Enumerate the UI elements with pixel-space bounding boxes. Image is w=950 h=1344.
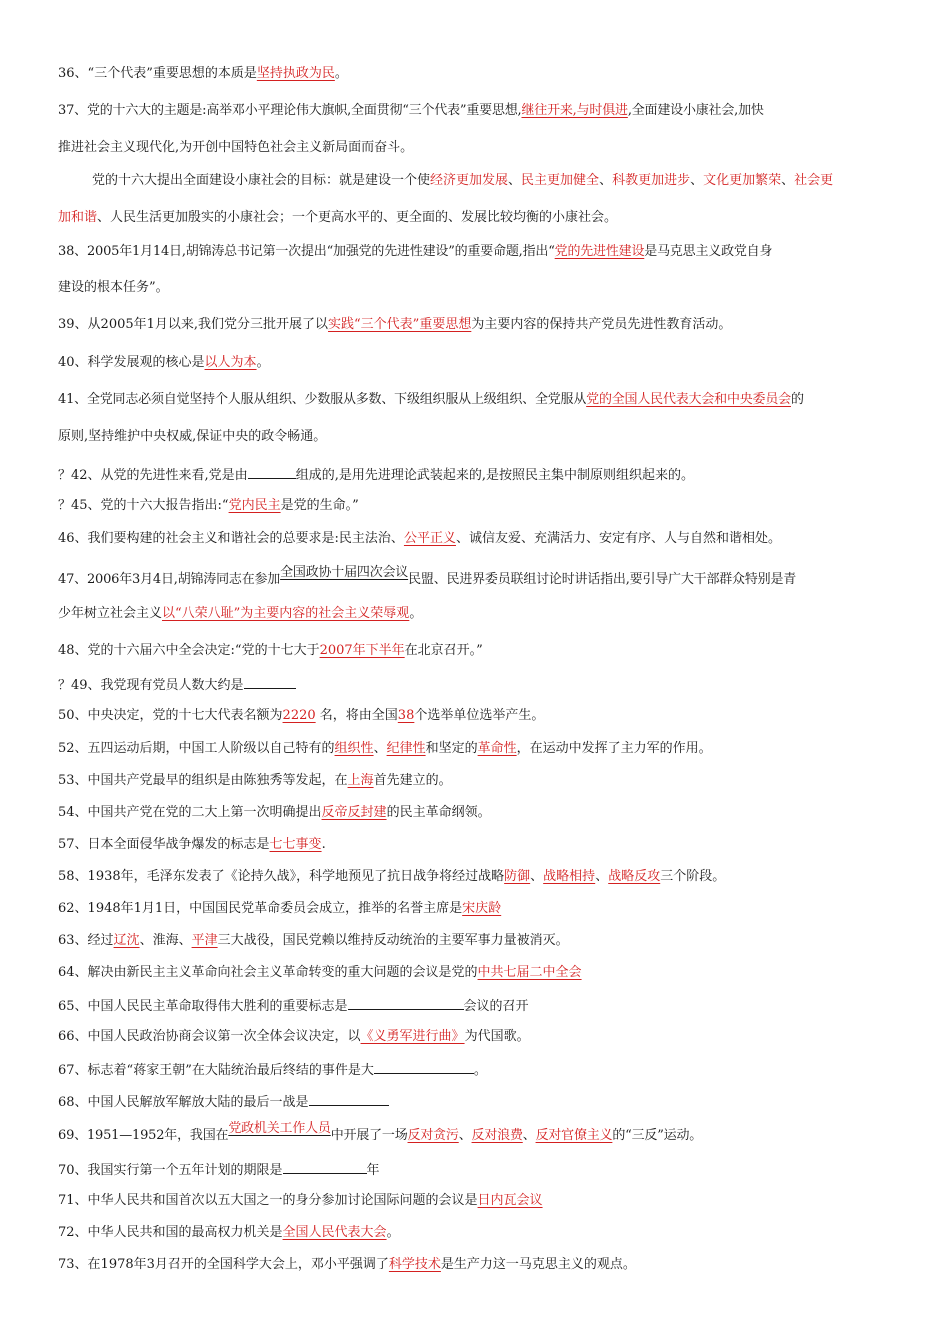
answer: 反帝反封建 bbox=[321, 805, 387, 820]
answer: 辽沈 bbox=[113, 933, 140, 948]
question-69: 69、1951—1952年，我国在党政机关工作人员中开展了一场反对贪污、反对浪费、反对官僚主义的“三反”运动。 bbox=[58, 1121, 703, 1143]
question-38-cont: 建设的根本任务”。 bbox=[58, 280, 169, 295]
answer: 中共七届二中全会 bbox=[477, 965, 582, 980]
question-46: 46、我们要构建的社会主义和谐社会的总要求是:民主法治、公平正义、诚信友爱、充满活力、安定有序、人与自然和谐相处。 bbox=[58, 531, 781, 546]
question-47-cont: 少年树立社会主义以“八荣八耻”为主要内容的社会主义荣辱观。 bbox=[58, 606, 423, 621]
blank bbox=[374, 1060, 474, 1074]
answer: 38 bbox=[397, 708, 415, 723]
xiaokang-goal-cont: 加和谐、人民生活更加殷实的小康社会；一个更高水平的、更全面的、发展比较均衡的小康社会。 bbox=[58, 210, 618, 225]
question-64: 64、解决由新民主主义革命向社会主义革命转变的重大问题的会议是党的中共七届二中全会 bbox=[58, 965, 582, 980]
answer: 实践“三个代表”重要思想 bbox=[328, 317, 472, 332]
answer: 上海 bbox=[347, 773, 374, 788]
answer: 反对浪费 bbox=[471, 1128, 523, 1143]
answer: 战略相持 bbox=[543, 869, 596, 884]
answer: 党的先进性建设 bbox=[554, 244, 645, 259]
answer: 以人为本 bbox=[204, 355, 257, 370]
question-37-cont: 推进社会主义现代化,为开创中国特色社会主义新局面而奋斗。 bbox=[58, 140, 414, 155]
question-41: 41、全党同志必须自觉坚持个人服从组织、少数服从多数、下级组织服从上级组织、全党服从党的全国人民代表大会和中央委员会的 bbox=[58, 392, 804, 407]
question-73: 73、在1978年3月召开的全国科学大会上，邓小平强调了科学技术是生产力这一马克思主义的观点。 bbox=[58, 1257, 636, 1272]
answer: 日内瓦会议 bbox=[477, 1193, 543, 1208]
answer: 组织性 bbox=[334, 741, 374, 756]
question-50: 50、中央决定，党的十七大代表名额为2220 名，将由全国38个选举单位选举产生。 bbox=[58, 708, 545, 723]
question-48: 48、党的十六届六中全会决定:“党的十七大于2007年下半年在北京召开。” bbox=[58, 643, 483, 658]
answer: 以“八荣八耻”为主要内容的社会主义荣辱观 bbox=[162, 606, 410, 621]
answer: 反对官僚主义 bbox=[535, 1128, 613, 1143]
blank bbox=[309, 1092, 389, 1106]
question-62: 62、1948年1月1日，中国国民党革命委员会成立，推举的名誉主席是宋庆龄 bbox=[58, 901, 502, 916]
answer: 全国人民代表大会 bbox=[282, 1225, 387, 1240]
answer: 七七事变 bbox=[269, 837, 322, 852]
answer: 平津 bbox=[191, 933, 218, 948]
xiaokang-goal: 党的十六大提出全面建设小康社会的目标：就是建设一个使经济更加发展、民主更加健全、科教更加进步、文化更加繁荣、社会更 bbox=[92, 173, 834, 188]
blank bbox=[244, 675, 296, 689]
answer: 纪律性 bbox=[386, 741, 426, 756]
answer: 战略反攻 bbox=[608, 869, 661, 884]
question-40: 40、科学发展观的核心是以人为本。 bbox=[58, 355, 270, 370]
raised-note: 党政机关工作人员 bbox=[228, 1121, 331, 1136]
answer: 继往开来,与时俱进 bbox=[521, 103, 628, 118]
answer: 2007年下半年 bbox=[319, 643, 405, 658]
question-37: 37、党的十六大的主题是:高举邓小平理论伟大旗帜,全面贯彻“三个代表”重要思想,继往开来,与时俱进,全面建设小康社会,加快 bbox=[58, 103, 764, 118]
answer: 革命性 bbox=[477, 741, 517, 756]
question-42: ？42、从党的先进性来看,党是由 组成的,是用先进理论武装起来的,是按照民主集中制原则组织起来的。 bbox=[58, 465, 894, 485]
question-68: 68、中国人民解放军解放大陆的最后一战是 bbox=[58, 1092, 894, 1112]
question-47: 47、2006年3月4日,胡锦涛同志在参加全国政协十届四次会议民盟、民进界委员联组讨论时讲话指出,要引导广大干部群众特别是青 bbox=[58, 565, 797, 587]
answer: 宋庆龄 bbox=[462, 901, 502, 916]
question-49: ？49、我党现有党员人数大约是 bbox=[58, 675, 894, 695]
question-41-cont: 原则,坚持维护中央权威,保证中央的政令畅通。 bbox=[58, 429, 327, 444]
raised-note: 全国政协十届四次会议 bbox=[280, 565, 409, 580]
answer: 坚持执政为民 bbox=[256, 66, 335, 81]
question-54: 54、中国共产党在党的二大上第一次明确提出反帝反封建的民主革命纲领。 bbox=[58, 805, 491, 820]
answer: 防御 bbox=[504, 869, 531, 884]
answer: 《义勇军进行曲》 bbox=[360, 1029, 465, 1044]
answer: 党内民主 bbox=[228, 498, 281, 513]
blank bbox=[348, 996, 464, 1010]
answer: 公平正义 bbox=[403, 531, 456, 546]
answer: 党的全国人民代表大会和中央委员会 bbox=[586, 392, 791, 407]
question-67: 67、标志着“蒋家王朝”在大陆统治最后终结的事件是大 。 bbox=[58, 1060, 894, 1080]
question-38: 38、2005年1月14日,胡锦涛总书记第一次提出“加强党的先进性建设”的重要命题,指出“党的先进性建设是马克思主义政党自身 bbox=[58, 244, 773, 259]
answer: 科学技术 bbox=[388, 1257, 441, 1272]
question-72: 72、中华人民共和国的最高权力机关是全国人民代表大会。 bbox=[58, 1225, 400, 1240]
question-57: 57、日本全面侵华战争爆发的标志是七七事变. bbox=[58, 837, 326, 852]
question-63: 63、经过辽沈、淮海、平津三大战役，国民党赖以维持反动统治的主要军事力量被消灭。 bbox=[58, 933, 569, 948]
question-70: 70、我国实行第一个五年计划的期限是 年 bbox=[58, 1160, 894, 1180]
blank bbox=[283, 1160, 367, 1174]
question-53: 53、中国共产党最早的组织是由陈独秀等发起，在上海首先建立的。 bbox=[58, 773, 452, 788]
question-71: 71、中华人民共和国首次以五大国之一的身分参加讨论国际问题的会议是日内瓦会议 bbox=[58, 1193, 543, 1208]
question-65: 65、中国人民民主革命取得伟大胜利的重要标志是 会议的召开 bbox=[58, 996, 894, 1016]
question-58: 58、1938年，毛泽东发表了《论持久战》，科学地预见了抗日战争将经过战略防御、战略相持、战略反攻三个阶段。 bbox=[58, 869, 726, 884]
answer: 2220 bbox=[282, 708, 316, 723]
question-39: 39、从2005年1月以来,我们党分三批开展了以实践“三个代表”重要思想为主要内容的保持共产党员先进性教育活动。 bbox=[58, 317, 732, 332]
question-45: ？45、党的十六大报告指出:“党内民主是党的生命。” bbox=[58, 498, 359, 513]
blank bbox=[248, 465, 296, 479]
question-66: 66、中国人民政治协商会议第一次全体会议决定，以《义勇军进行曲》为代国歌。 bbox=[58, 1029, 530, 1044]
question-36: 36、“三个代表”重要思想的本质是坚持执政为民。 bbox=[58, 66, 348, 81]
question-52: 52、五四运动后期，中国工人阶级以自己特有的组织性、纪律性和坚定的革命性，在运动中发挥了主力军的作用。 bbox=[58, 741, 712, 756]
answer: 反对贪污 bbox=[407, 1128, 459, 1143]
